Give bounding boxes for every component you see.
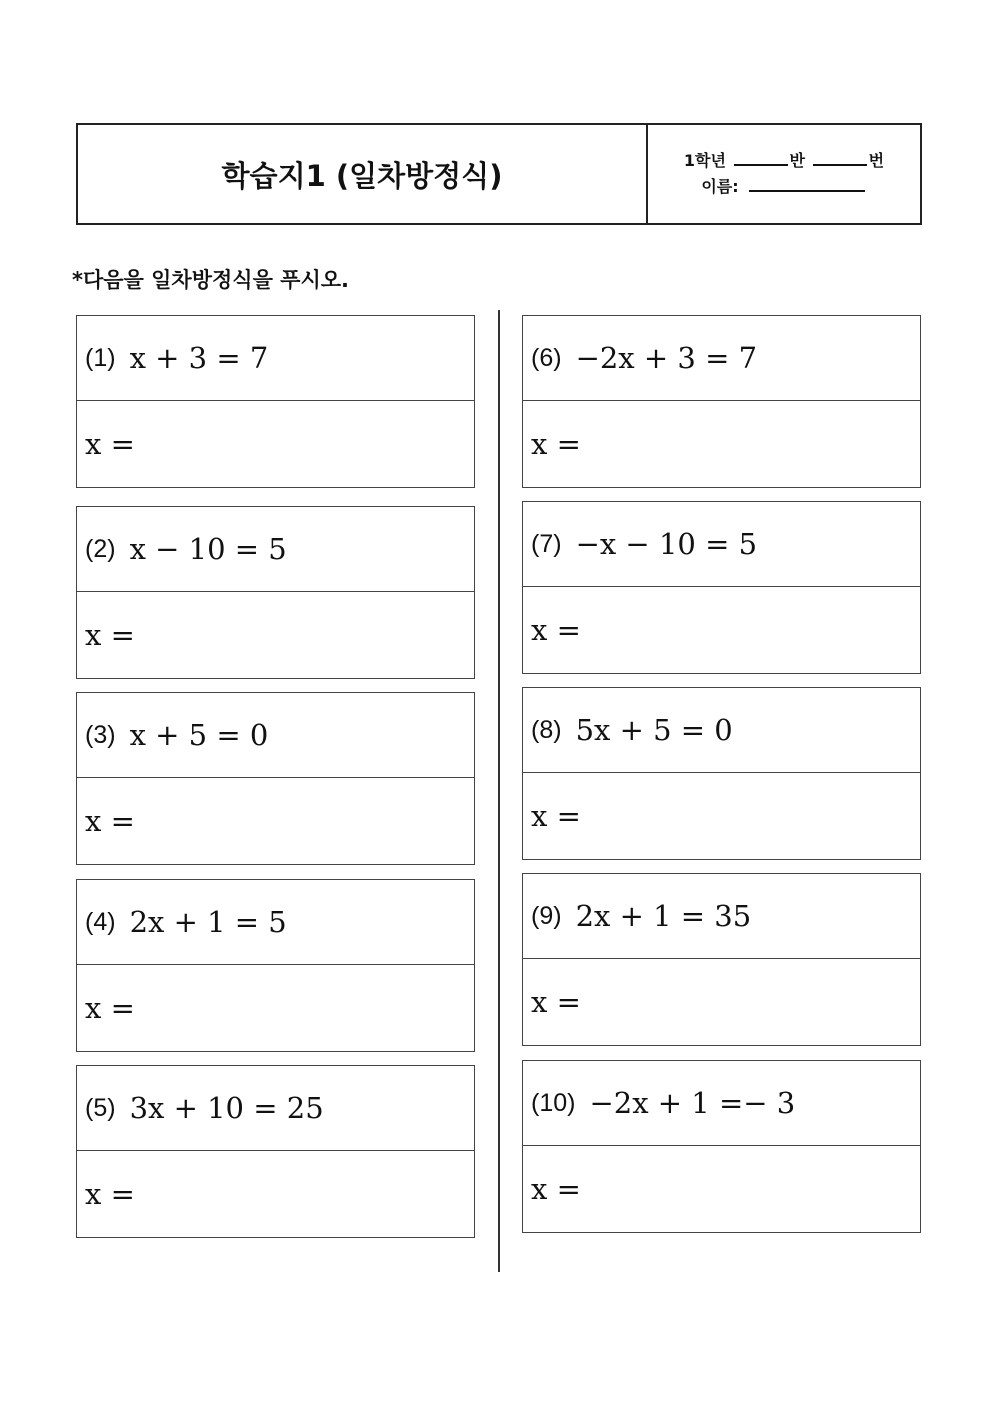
equation: 2x + 1 = 5 <box>129 905 287 939</box>
question-row <box>77 507 474 592</box>
problem-box-6 <box>522 315 921 488</box>
answer-row[interactable] <box>523 1146 920 1232</box>
student-info <box>648 125 920 223</box>
answer-label: x = <box>85 427 135 461</box>
grade-class-number-line <box>684 148 884 174</box>
problem-number: (4) <box>85 907 116 936</box>
question-row <box>77 1066 474 1151</box>
problem-number: (9) <box>531 901 562 930</box>
problem-box-5 <box>76 1065 475 1238</box>
problem-number: (3) <box>85 720 116 749</box>
column-divider <box>498 310 500 1272</box>
question-row <box>77 693 474 778</box>
equation: −x − 10 = 5 <box>575 527 758 561</box>
name-label: 이름: <box>701 177 739 196</box>
answer-row[interactable] <box>77 778 474 864</box>
problem-box-9 <box>522 873 921 1046</box>
problem-number: (6) <box>531 343 562 372</box>
question-row <box>77 316 474 401</box>
equation: 3x + 10 = 25 <box>129 1091 324 1125</box>
problem-number: (8) <box>531 715 562 744</box>
answer-row[interactable] <box>77 965 474 1051</box>
problem-box-2 <box>76 506 475 679</box>
answer-label: x = <box>531 985 581 1019</box>
problem-number: (2) <box>85 534 116 563</box>
instruction-text: *다음을 일차방정식을 푸시오. <box>72 268 350 292</box>
answer-row[interactable] <box>523 401 920 487</box>
number-label: 번 <box>868 151 885 170</box>
equation: x − 10 = 5 <box>129 532 287 566</box>
answer-row[interactable] <box>77 401 474 487</box>
equation: 2x + 1 = 35 <box>575 899 752 933</box>
answer-label: x = <box>531 799 581 833</box>
worksheet-header <box>76 123 922 225</box>
equation: −2x + 1 =− 3 <box>589 1086 796 1120</box>
answer-row[interactable] <box>523 587 920 673</box>
problem-box-7 <box>522 501 921 674</box>
grade-label: 1학년 <box>683 151 726 170</box>
equation: x + 5 = 0 <box>129 718 269 752</box>
question-row <box>523 316 920 401</box>
answer-row[interactable] <box>77 592 474 678</box>
problem-number: (7) <box>531 529 562 558</box>
worksheet-title: 학습지1 (일차방정식) <box>78 125 648 223</box>
answer-row[interactable] <box>77 1151 474 1237</box>
question-row <box>523 502 920 587</box>
answer-row[interactable] <box>523 773 920 859</box>
question-row <box>77 880 474 965</box>
equation: 5x + 5 = 0 <box>575 713 733 747</box>
question-row <box>523 874 920 959</box>
problem-number: (10) <box>531 1088 576 1117</box>
problem-box-1 <box>76 315 475 488</box>
answer-row[interactable] <box>523 959 920 1045</box>
problem-box-3 <box>76 692 475 865</box>
number-blank[interactable] <box>813 150 867 166</box>
class-blank[interactable] <box>734 150 788 166</box>
answer-label: x = <box>531 613 581 647</box>
answer-label: x = <box>85 991 135 1025</box>
name-line <box>701 174 866 200</box>
class-label: 반 <box>789 151 806 170</box>
problem-number: (5) <box>85 1093 116 1122</box>
answer-label: x = <box>85 1177 135 1211</box>
answer-label: x = <box>531 1172 581 1206</box>
problem-number: (1) <box>85 343 116 372</box>
problem-box-10 <box>522 1060 921 1233</box>
name-blank[interactable] <box>749 176 865 192</box>
question-row <box>523 1061 920 1146</box>
answer-label: x = <box>531 427 581 461</box>
answer-label: x = <box>85 804 135 838</box>
equation: −2x + 3 = 7 <box>575 341 758 375</box>
problem-box-8 <box>522 687 921 860</box>
answer-label: x = <box>85 618 135 652</box>
problem-box-4 <box>76 879 475 1052</box>
equation: x + 3 = 7 <box>129 341 269 375</box>
question-row <box>523 688 920 773</box>
